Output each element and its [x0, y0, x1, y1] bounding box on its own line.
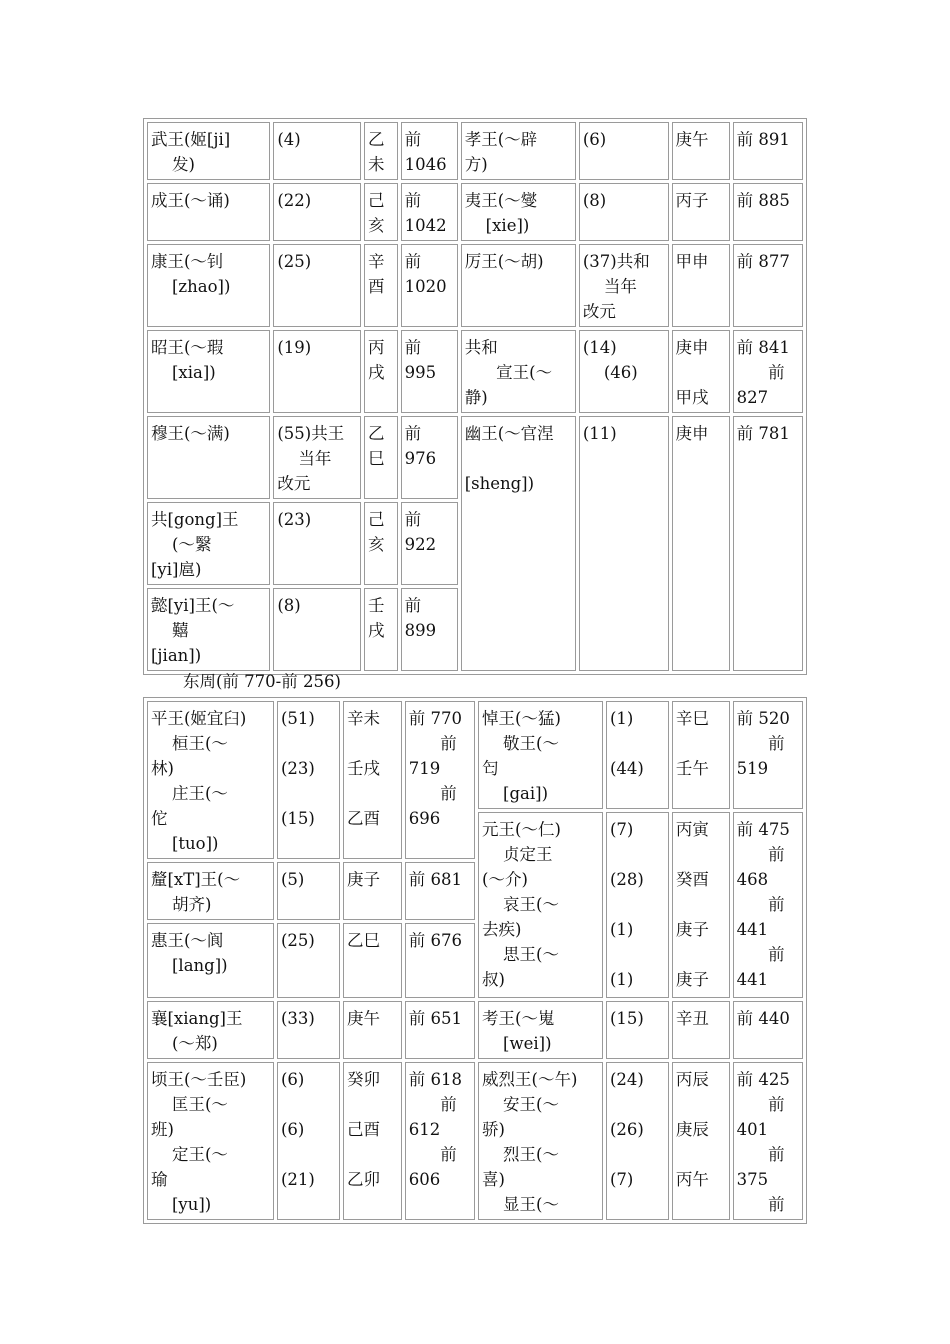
- ruler-cell: 夷王(～燮 [xie]): [461, 183, 576, 241]
- reign-years-cell: (6): [579, 122, 669, 180]
- year-cell: 前 475 前 468 前 441 前 441: [733, 812, 803, 998]
- year-cell: 前 891: [733, 122, 803, 180]
- ruler-cell: 顷王(～壬臣) 匡王(～ 班) 定王(～ 瑜 [yu]): [147, 1062, 274, 1220]
- reign-years-cell: (51) (23) (15): [277, 701, 340, 859]
- year-cell: 前 651: [405, 1001, 475, 1059]
- ganzhi-cell: 庚申 甲戌: [672, 330, 730, 413]
- ruler-cell: 成王(～诵): [147, 183, 270, 241]
- ganzhi-cell: 己 亥: [364, 183, 398, 241]
- year-cell: 前 1046: [401, 122, 458, 180]
- year-cell: 前 885: [733, 183, 803, 241]
- ruler-cell: 幽王(～官涅 [sheng]): [461, 416, 576, 671]
- year-cell: 前 1042: [401, 183, 458, 241]
- reign-years-cell: (55)共王 当年 改元: [273, 416, 361, 499]
- ruler-cell: 武王(姬[ji] 发): [147, 122, 270, 180]
- year-cell: 前 520 前 519: [733, 701, 803, 809]
- ganzhi-cell: 壬 戌: [364, 588, 398, 671]
- ruler-cell: 昭王(～瑕 [xia]): [147, 330, 270, 413]
- ruler-cell: 襄[xiang]王 (～郑): [147, 1001, 274, 1059]
- ganzhi-cell: 乙 未: [364, 122, 398, 180]
- table-row: [147, 1001, 803, 1059]
- ruler-cell: 共和 宣王(～ 静): [461, 330, 576, 413]
- ruler-cell: 共[gong]王 (～繄 [yi]扈): [147, 502, 270, 585]
- ganzhi-cell: 癸卯 己酉 乙卯: [343, 1062, 402, 1220]
- ruler-cell: 釐[xT]王(～ 胡齐): [147, 862, 274, 920]
- reign-years-cell: (11): [579, 416, 669, 671]
- reign-years-cell: (33): [277, 1001, 340, 1059]
- ruler-cell: 懿[yi]王(～ 囏 [jian]): [147, 588, 270, 671]
- table-row: [147, 416, 803, 499]
- eastern-zhou-table: [143, 697, 807, 1224]
- reign-years-cell: (25): [273, 244, 361, 327]
- reign-years-cell: (22): [273, 183, 361, 241]
- ruler-cell: 康王(～钊 [zhao]): [147, 244, 270, 327]
- ganzhi-cell: 乙巳: [343, 923, 402, 998]
- reign-years-cell: (15): [606, 1001, 669, 1059]
- ganzhi-cell: 辛 酉: [364, 244, 398, 327]
- year-cell: 前 676: [405, 923, 475, 998]
- ruler-cell: 悼王(～猛) 敬王(～ 匄 [gai]): [478, 701, 603, 809]
- reign-years-cell: (24) (26) (7): [606, 1062, 669, 1220]
- reign-years-cell: (14) (46): [579, 330, 669, 413]
- year-cell: 前 877: [733, 244, 803, 327]
- year-cell: 前 770 前 719 前 696: [405, 701, 475, 859]
- ganzhi-cell: 甲申: [672, 244, 730, 327]
- ganzhi-cell: 辛巳 壬午: [672, 701, 730, 809]
- ruler-cell: 威烈王(～午) 安王(～ 骄) 烈王(～ 喜) 显王(～: [478, 1062, 603, 1220]
- reign-years-cell: (5): [277, 862, 340, 920]
- reign-years-cell: (4): [273, 122, 361, 180]
- year-cell: 前 1020: [401, 244, 458, 327]
- reign-years-cell: (8): [273, 588, 361, 671]
- western-zhou-table: [143, 118, 807, 675]
- ganzhi-cell: 乙 巳: [364, 416, 398, 499]
- table-row: [147, 330, 803, 413]
- table-row: [147, 701, 803, 809]
- reign-years-cell: (7) (28) (1) (1): [606, 812, 669, 998]
- year-cell: 前 781: [733, 416, 803, 671]
- table-row: [147, 183, 803, 241]
- ganzhi-cell: 辛未 壬戌 乙酉: [343, 701, 402, 859]
- ruler-cell: 惠王(～阆 [lang]): [147, 923, 274, 998]
- table-row: [147, 244, 803, 327]
- reign-years-cell: (23): [273, 502, 361, 585]
- ruler-cell: 考王(～嵬 [wei]): [478, 1001, 603, 1059]
- year-cell: 前 976: [401, 416, 458, 499]
- year-cell: 前 922: [401, 502, 458, 585]
- ganzhi-cell: 丙寅 癸酉 庚子 庚子: [672, 812, 730, 998]
- ganzhi-cell: 己 亥: [364, 502, 398, 585]
- ganzhi-cell: 庚子: [343, 862, 402, 920]
- reign-years-cell: (19): [273, 330, 361, 413]
- ganzhi-cell: 丙子: [672, 183, 730, 241]
- reign-years-cell: (8): [579, 183, 669, 241]
- table-row: [147, 1062, 803, 1220]
- reign-years-cell: (1) (44): [606, 701, 669, 809]
- year-cell: 前 841 前 827: [733, 330, 803, 413]
- eastern-zhou-heading: 东周(前 770-前 256): [183, 672, 341, 691]
- year-cell: 前 899: [401, 588, 458, 671]
- ganzhi-cell: 庚申: [672, 416, 730, 671]
- ganzhi-cell: 丙 戌: [364, 330, 398, 413]
- year-cell: 前 425 前 401 前 375 前: [733, 1062, 803, 1220]
- year-cell: 前 618 前 612 前 606: [405, 1062, 475, 1220]
- year-cell: 前 440: [733, 1001, 803, 1059]
- ruler-cell: 厉王(～胡): [461, 244, 576, 327]
- reign-years-cell: (37)共和 当年 改元: [579, 244, 669, 327]
- ruler-cell: 穆王(～满): [147, 416, 270, 499]
- ruler-cell: 平王(姬宜臼) 桓王(～ 林) 庄王(～ 佗 [tuo]): [147, 701, 274, 859]
- ruler-cell: 元王(～仁) 贞定王 (～介) 哀王(～ 去疾) 思王(～ 叔): [478, 812, 603, 998]
- year-cell: 前 681: [405, 862, 475, 920]
- ganzhi-cell: 辛丑: [672, 1001, 730, 1059]
- ruler-cell: 孝王(～辟 方): [461, 122, 576, 180]
- ganzhi-cell: 庚午: [672, 122, 730, 180]
- reign-years-cell: (6) (6) (21): [277, 1062, 340, 1220]
- reign-years-cell: (25): [277, 923, 340, 998]
- ganzhi-cell: 庚午: [343, 1001, 402, 1059]
- year-cell: 前 995: [401, 330, 458, 413]
- ganzhi-cell: 丙辰 庚辰 丙午: [672, 1062, 730, 1220]
- table-row: [147, 122, 803, 180]
